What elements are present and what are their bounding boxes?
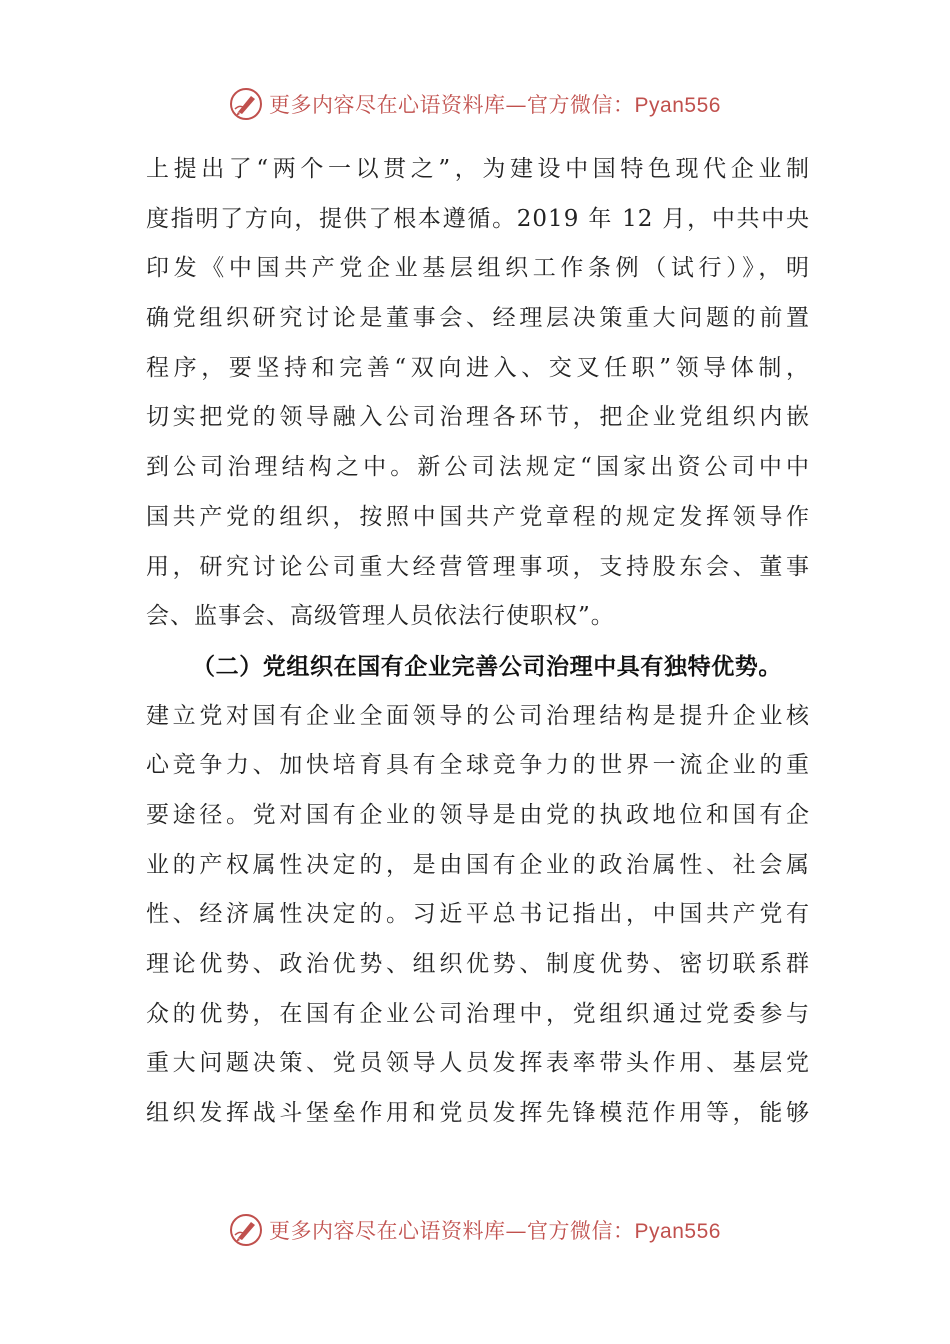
section-heading: （二）党组织在国有企业完善公司治理中具有独特优势。 — [192, 652, 782, 680]
text-line: 组织发挥战斗堡垒作用和党员发挥先锋模范作用等，能够 — [146, 1100, 810, 1127]
document-body — [146, 145, 810, 1139]
paragraph-2 — [146, 692, 810, 1139]
text-line: 程序，要坚持和完善“双向进入、交叉任职”领导体制， — [146, 354, 810, 381]
text-line: 理论优势、政治优势、组织优势、制度优势、密切联系群 — [146, 951, 810, 977]
text-line: 国共产党的组织，按照中国共产党章程的规定发挥领导作 — [146, 503, 810, 530]
text-line: 用，研究讨论公司重大经营管理事项，支持股东会、董事 — [146, 553, 810, 580]
watermark-wechat-id: Pyan556 — [634, 1220, 721, 1243]
watermark-wechat-label: 官方微信： — [527, 93, 635, 117]
text-line: 到公司治理结构之中。新公司法规定“国家出资公司中中 — [146, 454, 810, 481]
text-line: 度指明了方向，提供了根本遵循。2019 年 12 月，中共中央 — [146, 205, 810, 232]
text-line: 心竞争力、加快培育具有全球竞争力的世界一流企业的重 — [146, 752, 810, 779]
text-line: 确党组织研究讨论是董事会、经理层决策重大问题的前置 — [146, 305, 810, 332]
watermark-wechat-id: Pyan556 — [634, 94, 721, 117]
watermark-main-text: 更多内容尽在心语资料库 — [269, 93, 506, 117]
watermark-main-text: 更多内容尽在心语资料库 — [269, 1219, 506, 1243]
watermark-footer — [0, 1210, 950, 1250]
text-line: 要途径。党对国有企业的领导是由党的执政地位和国有企 — [146, 801, 810, 828]
pen-logo-icon — [229, 87, 263, 121]
text-line: 重大问题决策、党员领导人员发挥表率带头作用、基层党 — [146, 1050, 810, 1077]
watermark-wechat-label: 官方微信： — [527, 1219, 635, 1243]
text-line: 上提出了“两个一以贯之”，为建设中国特色现代企业制 — [146, 156, 810, 182]
text-line: 业的产权属性决定的，是由国有企业的政治属性、社会属 — [146, 851, 810, 878]
watermark-dash: — — [505, 93, 528, 117]
watermark-dash: — — [505, 1219, 528, 1243]
text-line: 建立党对国有企业全面领导的公司治理结构是提升企业核 — [146, 702, 810, 729]
text-line: 切实把党的领导融入公司治理各环节，把企业党组织内嵌 — [146, 404, 810, 431]
paragraph-1 — [146, 145, 810, 642]
text-line: 众的优势，在国有企业公司治理中，党组织通过党委参与 — [146, 1000, 810, 1027]
pen-logo-icon — [229, 1213, 263, 1247]
text-line: 会、监事会、高级管理人员依法行使职权”。 — [146, 603, 615, 630]
text-line: 性、经济属性决定的。习近平总书记指出，中国共产党有 — [146, 901, 810, 928]
text-line: 印发《中国共产党企业基层组织工作条例（试行）》，明 — [146, 255, 810, 282]
watermark-header — [0, 84, 950, 124]
